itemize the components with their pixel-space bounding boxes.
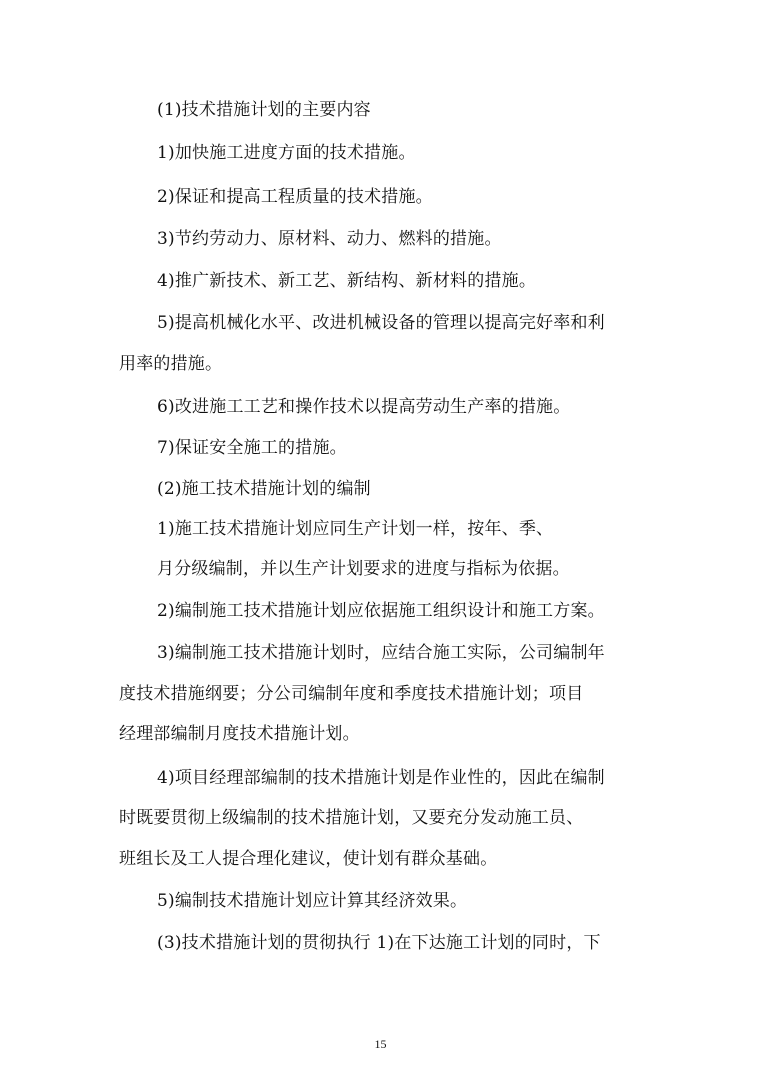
list-item-1-7: 7)保证安全施工的措施。: [157, 438, 347, 458]
list-item-2-4: 4)项目经理部编制的技术措施计划是作业性的，因此在编制: [157, 768, 605, 788]
list-item-1-3: 3)节约劳动力、原材料、动力、燃料的措施。: [157, 229, 502, 249]
list-item-2-4-continued-2: 班组长及工人提合理化建议，使计划有群众基础。: [119, 849, 498, 869]
list-item-2-5: 5)编制技术措施计划应计算其经济效果。: [157, 891, 468, 911]
section-heading-1: (1)技术措施计划的主要内容: [157, 100, 371, 120]
list-item-1-6: 6)改进施工工艺和操作技术以提高劳动生产率的措施。: [157, 397, 571, 417]
list-item-2-4-continued-1: 时既要贯彻上级编制的技术措施计划，又要充分发动施工员、: [119, 808, 584, 828]
list-item-1-4: 4)推广新技术、新工艺、新结构、新材料的措施。: [157, 271, 537, 291]
list-item-2-2: 2)编制施工技术措施计划应依据施工组织设计和施工方案。: [157, 601, 605, 621]
list-item-2-3-continued-1: 度技术措施纲要；分公司编制年度和季度技术措施计划；项目: [119, 684, 584, 704]
list-item-2-1-continued: 月分级编制，并以生产计划要求的进度与指标为依据。: [157, 559, 570, 579]
list-item-1-5: 5)提高机械化水平、改进机械设备的管理以提高完好率和利: [157, 313, 605, 333]
list-item-2-3-continued-2: 经理部编制月度技术措施计划。: [119, 724, 360, 744]
list-item-1-5-continued: 用率的措施。: [119, 354, 223, 374]
list-item-2-1: 1)施工技术措施计划应同生产计划一样，按年、季、: [157, 519, 554, 539]
page-number: 15: [374, 1037, 387, 1051]
section-heading-2: (2)施工技术措施计划的编制: [157, 479, 371, 499]
list-item-1-1: 1)加快施工进度方面的技术措施。: [157, 143, 416, 163]
list-item-1-2: 2)保证和提高工程质量的技术措施。: [157, 187, 433, 207]
section-heading-3: (3)技术措施计划的贯彻执行 1)在下达施工计划的同时，下: [157, 933, 601, 953]
list-item-2-3: 3)编制施工技术措施计划时，应结合施工实际，公司编制年: [157, 643, 605, 663]
